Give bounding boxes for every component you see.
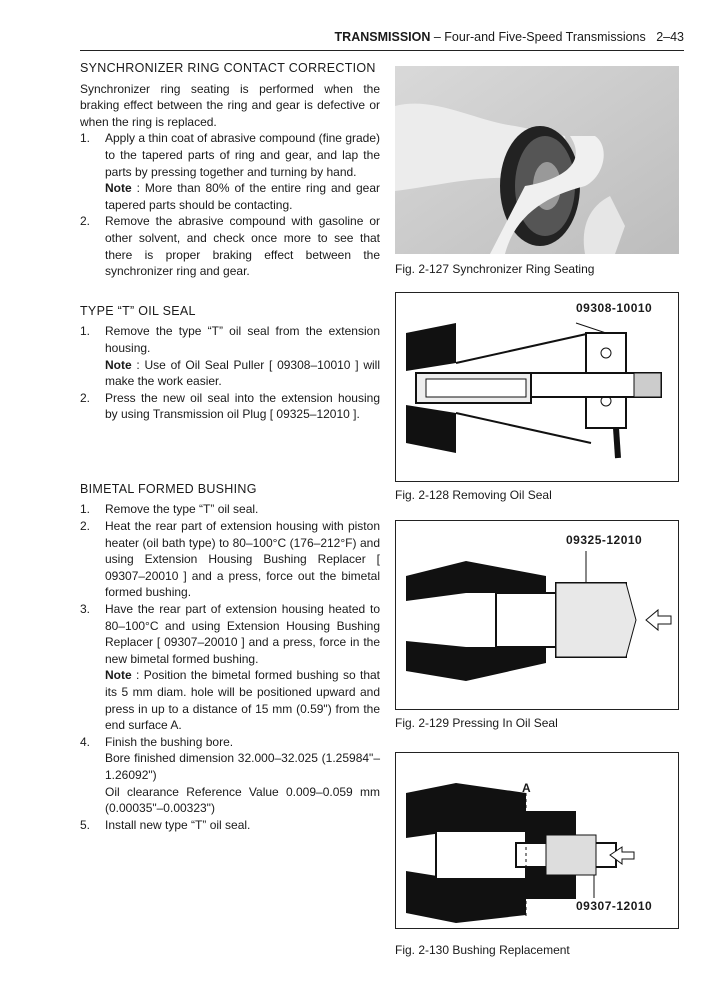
section-title: BIMETAL FORMED BUSHING: [80, 481, 257, 496]
page-header: [80, 30, 684, 51]
figure-bushing-replacement: [395, 752, 679, 929]
list-item: 2. Remove the abrasive compound with gasoline or other solvent, and check once more to see that there is proper braking effect between the synchronizer ring and gear.: [80, 214, 380, 279]
header-section: TRANSMISSION: [334, 30, 431, 44]
figure-removing-oil-seal: [395, 292, 679, 482]
list-item: 5. Install new type “T” oil seal.: [80, 817, 251, 832]
section-seal: [80, 303, 380, 423]
figure-caption: Fig. 2-130 Bushing Replacement: [395, 943, 570, 957]
figure-caption: Fig. 2-129 Pressing In Oil Seal: [395, 716, 558, 730]
part-number-label: 09325-12010: [566, 533, 643, 547]
part-number-label: 09307-12010: [576, 899, 653, 913]
list-item: 1. Apply a thin coat of abrasive compound (fine grade) to the tapered parts of ring and gear, and lap the parts by pressing together and turning by hand. Note : More than 80% of the entire ring and gear tapered parts should be contacting.: [80, 131, 380, 212]
section-bushing: [80, 481, 380, 833]
list-item: 1. Remove the type “T” oil seal from the extension housing. Note : Use of Oil Seal Puller [ 09308–10010 ] will make the work easier.: [80, 324, 380, 389]
label-surface-a: A: [522, 781, 532, 795]
section-intro: Synchronizer ring seating is performed when the braking effect between the ring and gear is defective or when the ring is replaced.: [80, 81, 380, 129]
header-subtitle: – Four-and Five-Speed Transmissions: [430, 30, 646, 44]
figure-caption: Fig. 2-127 Synchronizer Ring Seating: [395, 262, 595, 276]
section-sync: [80, 60, 380, 280]
list-item: 1. Remove the type “T” oil seal.: [80, 502, 259, 517]
list-item: 4. Finish the bushing bore. Bore finished dimension 32.000–32.025 (1.25984"–1.26092") Oil clearance Reference Value 0.009–0.059 mm (0.00035"–0.00323"): [80, 734, 380, 816]
list-item: 3. Have the rear part of extension housing heated to 80–100°C and using Extension Housing Bushing Replacer [ 09307–20010 ] and a press, force in the new bimetal formed bushing. Note : Position the bimetal formed bushing so that its 5 mm diam. hole will be positioned upward and press in up to a distance of 15 mm (0.59") from the end surface A.: [80, 602, 380, 733]
page-number: 2–43: [656, 30, 684, 44]
diagram-oil-plug: [396, 521, 678, 709]
section-title: SYNCHRONIZER RING CONTACT CORRECTION: [80, 61, 376, 75]
text-column: [80, 60, 380, 833]
list-item: 2. Press the new oil seal into the extension housing by using Transmission oil Plug [ 09325–12010 ].: [80, 390, 380, 422]
figure-synchronizer-photo: [395, 66, 679, 254]
section-title: TYPE “T” OIL SEAL: [80, 303, 196, 318]
figure-caption: Fig. 2-128 Removing Oil Seal: [395, 488, 552, 502]
figure-pressing-oil-seal: [395, 520, 679, 710]
photo-hands-gear: [395, 66, 679, 254]
list-item: 2. Heat the rear part of extension housing with piston heater (oil bath type) to 80–100°C (176–212°F) and using Extension Housing Bushing Replacer [ 09307–20010 ] and a press, force out the bimetal formed bushing.: [80, 519, 380, 600]
diagram-oil-seal-puller: [396, 293, 678, 481]
part-number-label: 09308-10010: [576, 301, 653, 315]
